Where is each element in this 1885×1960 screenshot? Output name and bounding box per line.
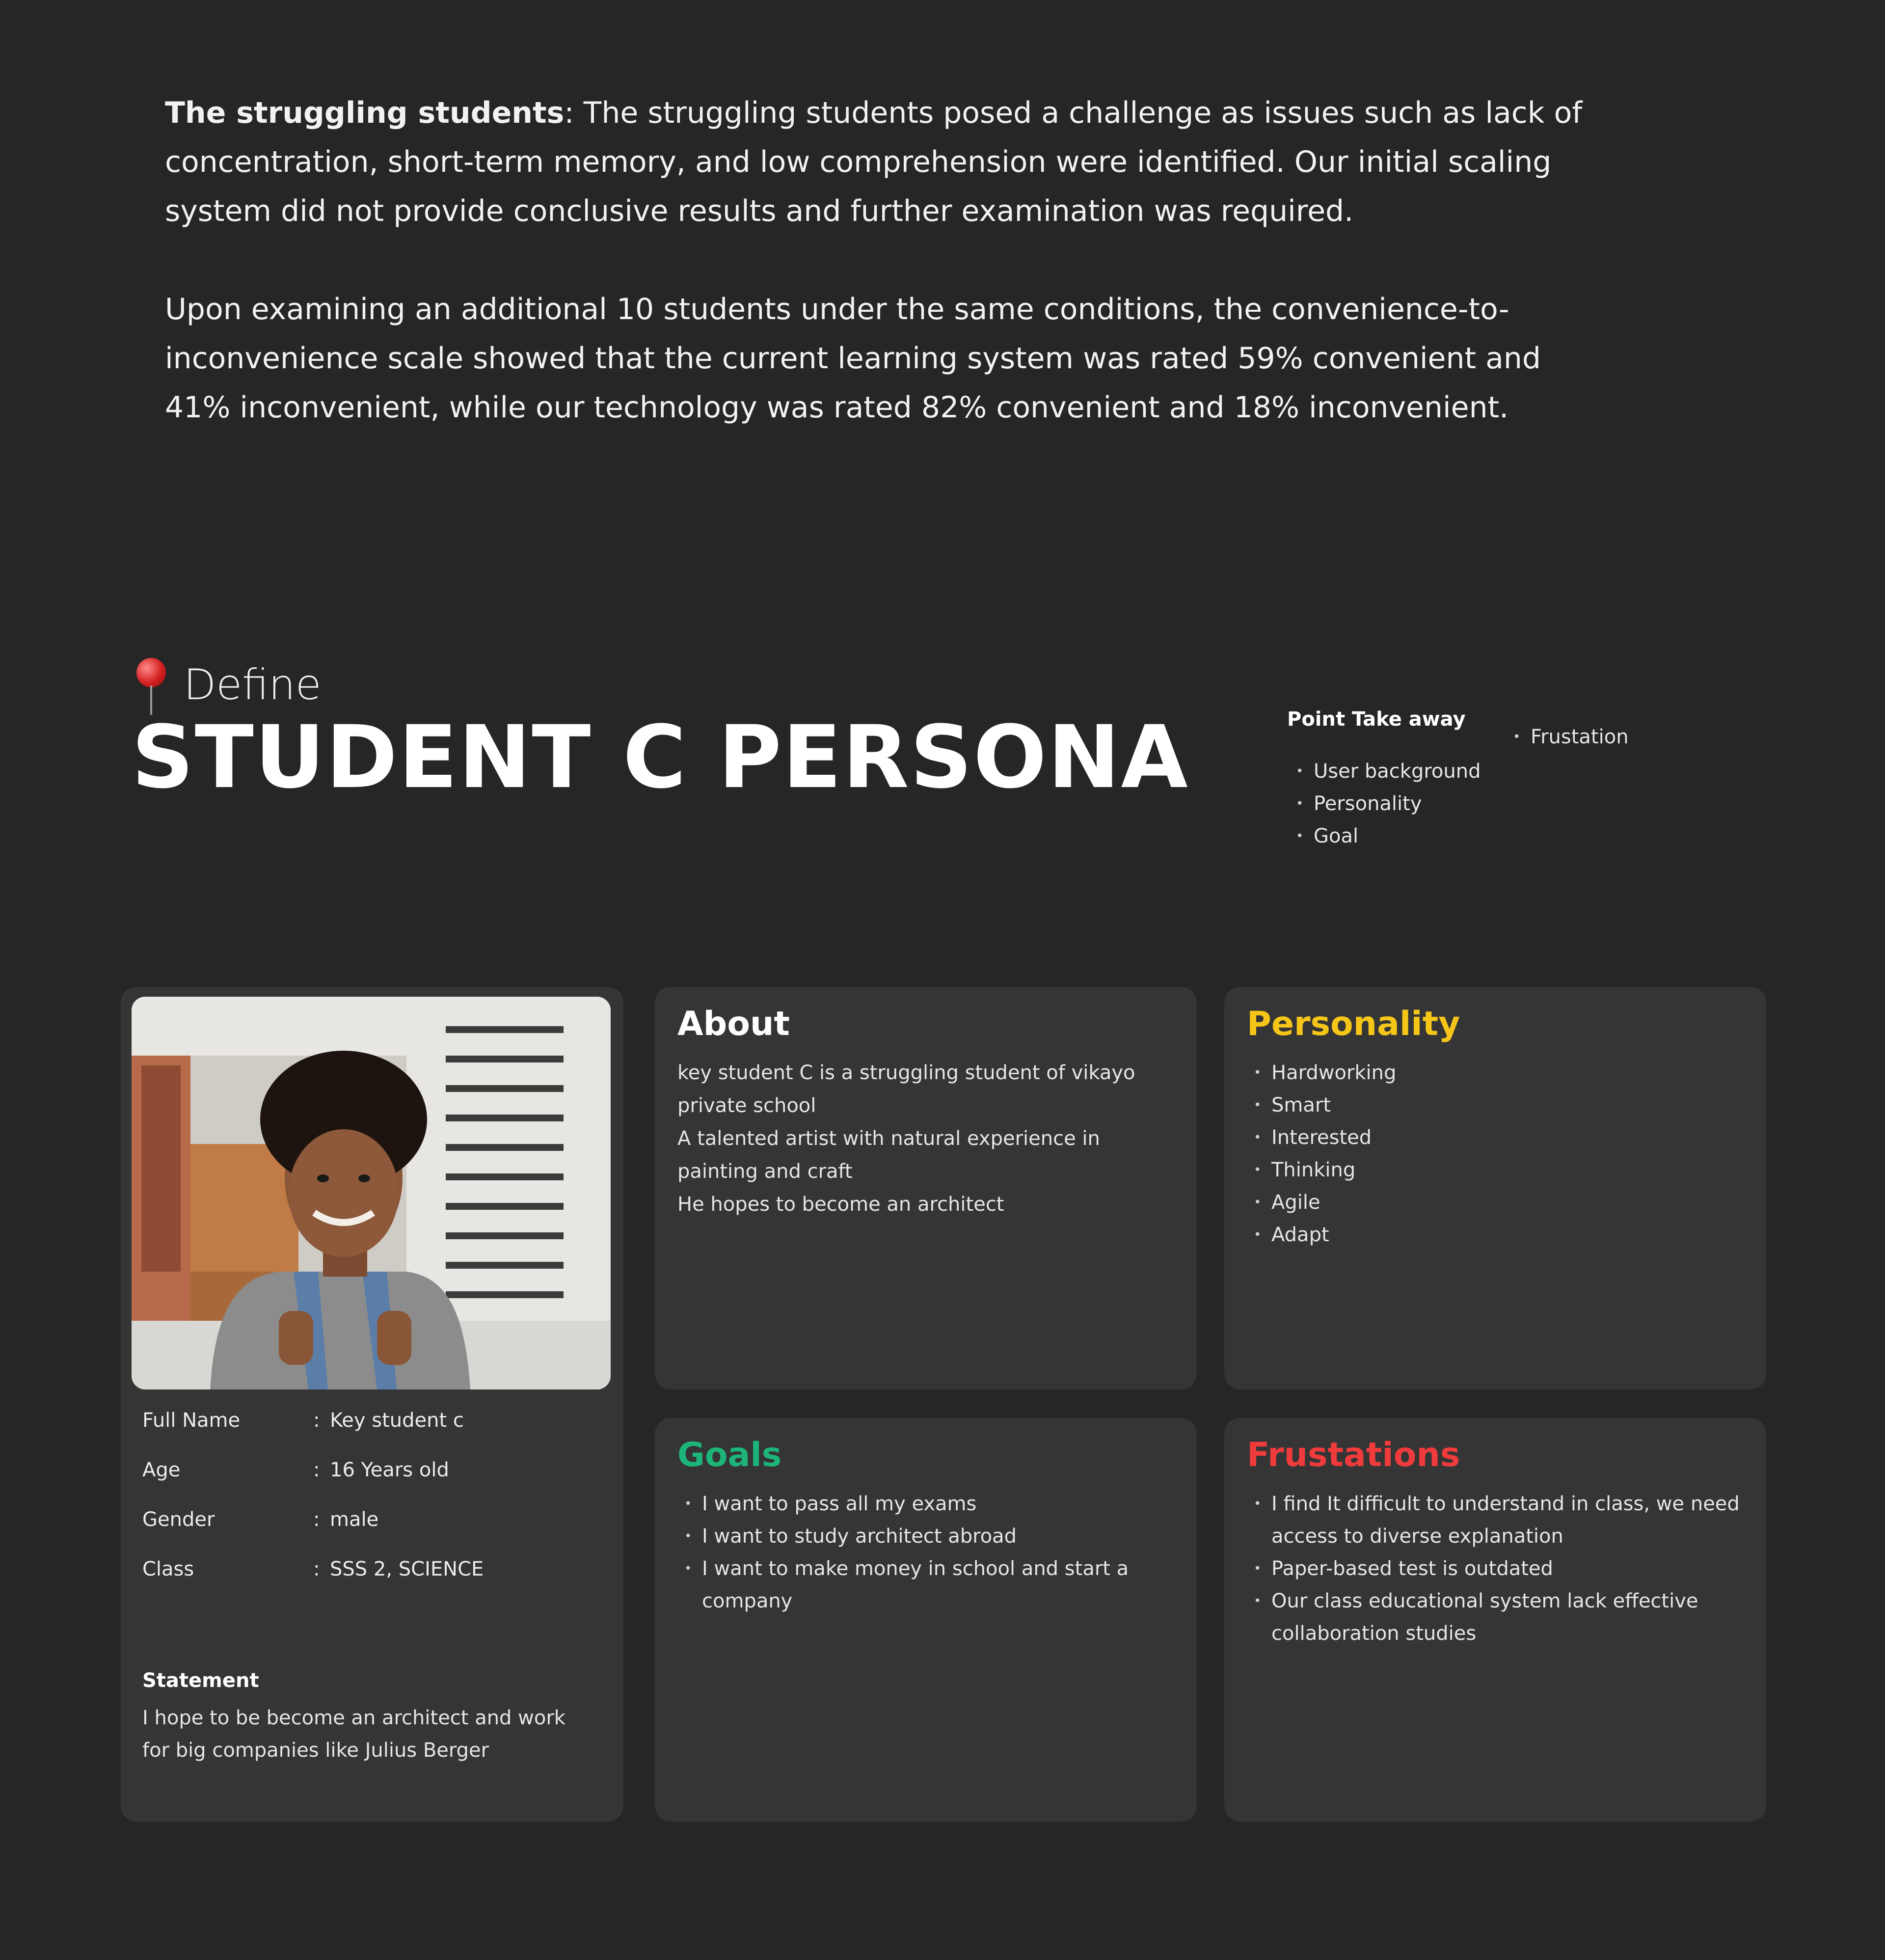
info-label: Full Name	[142, 1409, 241, 1432]
intro-paragraph-1	[165, 88, 1589, 236]
profile-card	[121, 987, 623, 1822]
info-value: male	[330, 1508, 379, 1531]
frustrations-title: Frustations	[1247, 1436, 1460, 1474]
takeaway-item: • Personality	[1296, 788, 1481, 820]
frustrations-card	[1224, 1418, 1766, 1822]
info-separator: :	[313, 1409, 320, 1432]
info-row-age	[142, 1459, 484, 1508]
goals-card	[655, 1418, 1197, 1822]
about-line: He hopes to become an architect	[677, 1193, 1004, 1216]
frustration-item: • Paper-based test is outdated	[1254, 1552, 1745, 1585]
info-value: Key student c	[330, 1409, 464, 1432]
goal-item: • I want to pass all my exams	[684, 1488, 1175, 1520]
personality-item: • Interested	[1254, 1121, 1745, 1154]
goal-item: • I want to make money in school and start a company	[684, 1552, 1175, 1617]
personality-item: • Smart	[1254, 1089, 1745, 1121]
info-separator: :	[313, 1508, 320, 1531]
info-row-class	[142, 1558, 484, 1607]
info-separator: :	[313, 1459, 320, 1481]
intro-bold-lead: The struggling students	[165, 96, 565, 130]
about-title: About	[677, 1005, 790, 1043]
info-label: Age	[142, 1459, 181, 1481]
student-photo	[132, 997, 611, 1389]
goals-list	[684, 1488, 1175, 1617]
info-row-gender	[142, 1508, 484, 1558]
takeaway-item: • Frustation	[1513, 721, 1629, 753]
about-card	[655, 987, 1197, 1389]
intro-paragraph-2: Upon examining an additional 10 students under the same conditions, the convenience-to-inconvenience scale showed that the current learning system was rated 59% convenient and 41% inconvenient, while our technology was rated 82% convenient and 18% inconvenient.	[165, 292, 1541, 425]
about-line: key student C is a struggling student of vikayo private school	[677, 1062, 1135, 1117]
page-title: STUDENT C PERSONA	[132, 707, 1189, 808]
personality-item: • Agile	[1254, 1186, 1745, 1219]
about-body	[677, 1057, 1178, 1221]
statement-text: I hope to be become an architect and work for big companies like Julius Berger	[142, 1707, 566, 1762]
profile-info	[142, 1409, 484, 1607]
intro-text	[165, 88, 1589, 481]
takeaway-side-list	[1513, 721, 1629, 753]
info-label: Gender	[142, 1508, 215, 1531]
personality-item: • Hardworking	[1254, 1057, 1745, 1089]
about-line: A talented artist with natural experience in painting and craft	[677, 1127, 1100, 1183]
info-label: Class	[142, 1558, 194, 1580]
takeaway-heading: Point Take away	[1287, 708, 1466, 731]
takeaway-list	[1296, 755, 1481, 852]
statement-title: Statement	[142, 1669, 259, 1692]
personality-item: • Adapt	[1254, 1219, 1745, 1251]
personality-list	[1254, 1057, 1745, 1251]
goals-title: Goals	[677, 1436, 782, 1474]
frustration-item: • I find It difficult to understand in class, we need access to diverse explanation	[1254, 1488, 1745, 1552]
personality-title: Personality	[1247, 1005, 1460, 1043]
takeaway-item: • User background	[1296, 755, 1481, 788]
section-label: Define	[184, 660, 322, 709]
frustration-item: • Our class educational system lack effective collaboration studies	[1254, 1585, 1745, 1650]
info-value: 16 Years old	[330, 1459, 449, 1481]
info-separator: :	[313, 1558, 320, 1580]
intro-paragraph-1-text: : The struggling students posed a challenge as issues such as lack of concentration, short-term memory, and low comprehension were identified. Our initial scaling system did not provide conclusive results and further examination was required.	[165, 96, 1583, 228]
info-value: SSS 2, SCIENCE	[330, 1558, 484, 1580]
info-row-full-name	[142, 1409, 484, 1459]
goal-item: • I want to study architect abroad	[684, 1520, 1175, 1552]
personality-card	[1224, 987, 1766, 1389]
takeaway-item: • Goal	[1296, 820, 1481, 852]
frustrations-list	[1254, 1488, 1745, 1650]
personality-item: • Thinking	[1254, 1154, 1745, 1186]
